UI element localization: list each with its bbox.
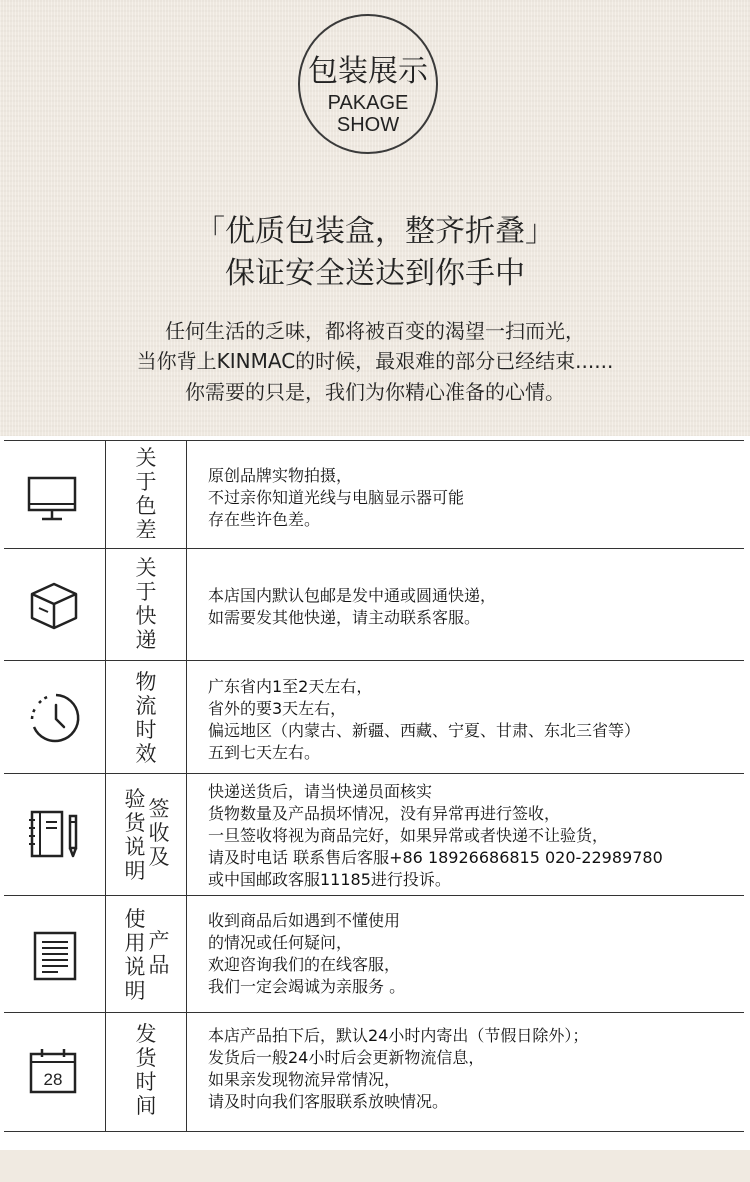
row-label-char: 说 xyxy=(124,955,146,979)
headline-line-1: 「优质包装盒，整齐折叠」 xyxy=(195,214,555,249)
row-text-line: 五到七天左右。 xyxy=(208,743,321,762)
row-label-char: 明 xyxy=(124,859,146,883)
row-label-char: 明 xyxy=(124,979,146,1003)
row-text-line: 广东省内1至2天左右， xyxy=(208,677,373,696)
row-text-line: 的情况或任何疑问， xyxy=(208,933,353,952)
table-row-express xyxy=(4,548,744,661)
row-icon-cell xyxy=(4,549,106,661)
document-icon xyxy=(32,930,78,982)
table-row-shipping xyxy=(4,1012,744,1132)
monitor-icon xyxy=(27,476,77,522)
row-icon-cell xyxy=(4,1013,106,1131)
row-label-char: 间 xyxy=(135,1094,157,1118)
table-row-inspection xyxy=(4,773,744,896)
table-row-color xyxy=(4,440,744,549)
box-icon xyxy=(29,581,79,631)
row-label-char: 签 xyxy=(148,797,170,821)
notebook-pen-icon xyxy=(28,810,84,860)
row-label-cell xyxy=(106,896,187,1013)
row-label-char: 物 xyxy=(135,670,157,694)
row-label-char: 差 xyxy=(135,518,157,542)
row-label-char: 于 xyxy=(135,580,157,604)
header-title-en-2: SHOW xyxy=(336,114,400,136)
bottom-texture-strip xyxy=(0,1150,750,1182)
row-text-line: 请及时向我们客服联系放映情况。 xyxy=(208,1092,449,1111)
row-label-char: 时 xyxy=(135,718,157,742)
row-text-line: 我们一定会竭诚为亲服务 。 xyxy=(208,977,406,996)
intro-line-1: 任何生活的乏味，都将被百变的渴望一扫而光， xyxy=(165,319,585,343)
row-text-line: 收到商品后如遇到不懂使用 xyxy=(208,911,401,930)
row-text-cell xyxy=(208,661,744,774)
intro-line-3: 你需要的只是，我们为你精心准备的心情。 xyxy=(185,380,565,404)
row-text-line: 一旦签收将视为商品完好，如果异常或者快递不让验货， xyxy=(208,826,609,845)
row-label-char: 递 xyxy=(135,628,157,652)
row-text-line: 或中国邮政客服11185进行投诉。 xyxy=(208,870,451,889)
row-label-cell xyxy=(106,661,187,774)
info-table xyxy=(0,436,750,1150)
row-label-char: 收 xyxy=(148,821,170,845)
row-label-char: 用 xyxy=(124,931,146,955)
row-text-cell xyxy=(208,774,744,896)
header-title-en-1: PAKAGE xyxy=(327,92,409,114)
row-text-line: 不过亲你知道光线与电脑显示器可能 xyxy=(208,488,465,507)
table-row-usage xyxy=(4,895,744,1013)
row-label-char: 品 xyxy=(148,953,170,977)
calendar-day-number: 28 xyxy=(43,1070,63,1089)
row-label-char: 效 xyxy=(135,742,157,766)
row-text-line: 快递送货后，请当快递员面核实 xyxy=(208,782,433,801)
headline-line-2: 保证安全送达到你手中 xyxy=(225,256,525,291)
row-text-line: 偏远地区（内蒙古、新疆、西藏、宁夏、甘肃、东北三省等） xyxy=(208,721,641,740)
row-label-char: 产 xyxy=(148,929,170,953)
row-text-cell xyxy=(208,441,744,549)
row-label-cell xyxy=(106,1013,187,1131)
row-label-char: 及 xyxy=(148,845,170,869)
row-text-line: 如需要发其他快递，请主动联系客服。 xyxy=(208,608,481,627)
header-title-cn: 包装展示 xyxy=(308,54,428,89)
row-text-line: 货物数量及产品损坏情况，没有异常再进行签收， xyxy=(208,804,561,823)
row-text-line: 原创品牌实物拍摄， xyxy=(208,466,353,485)
row-icon-cell xyxy=(4,774,106,896)
row-label-char: 说 xyxy=(124,835,146,859)
row-label-cell xyxy=(106,549,187,661)
clock-icon xyxy=(26,691,82,745)
intro-line-2: 当你背上KINMAC的时候，最艰难的部分已经结束...... xyxy=(136,349,614,373)
calendar-icon xyxy=(28,1047,78,1095)
row-text-cell xyxy=(208,896,744,1013)
row-label-char: 货 xyxy=(124,811,146,835)
row-text-cell xyxy=(208,549,744,661)
row-label-cell xyxy=(106,774,187,896)
row-label-cell xyxy=(106,441,187,549)
row-text-line: 如果亲发现物流异常情况， xyxy=(208,1070,401,1089)
row-icon-cell xyxy=(4,661,106,774)
row-label-char: 色 xyxy=(135,494,157,518)
row-label-char: 关 xyxy=(135,446,157,470)
row-label-char: 时 xyxy=(135,1070,157,1094)
row-label-char: 关 xyxy=(135,556,157,580)
header-badge xyxy=(298,14,438,154)
row-text-line: 欢迎咨询我们的在线客服， xyxy=(208,955,401,974)
row-label-char: 快 xyxy=(135,604,157,628)
row-text-cell xyxy=(208,1013,744,1131)
row-label-char: 发 xyxy=(135,1022,157,1046)
row-text-line: 省外的要3天左右， xyxy=(208,699,347,718)
row-text-line: 存在些许色差。 xyxy=(208,510,321,529)
row-label-char: 于 xyxy=(135,470,157,494)
row-label-char: 流 xyxy=(135,694,157,718)
row-icon-cell xyxy=(4,896,106,1013)
row-icon-cell xyxy=(4,441,106,549)
row-label-char: 验 xyxy=(124,787,146,811)
row-text-line: 请及时电话 联系售后客服+86 18926686815 020-22989780 xyxy=(208,848,663,867)
row-label-char: 货 xyxy=(135,1046,157,1070)
row-label-char: 使 xyxy=(124,907,146,931)
row-text-line: 本店产品拍下后，默认24小时内寄出（节假日除外）； xyxy=(208,1026,589,1045)
table-row-logistics xyxy=(4,660,744,774)
row-text-line: 本店国内默认包邮是发中通或圆通快递， xyxy=(208,586,497,605)
row-text-line: 发货后一般24小时后会更新物流信息， xyxy=(208,1048,485,1067)
